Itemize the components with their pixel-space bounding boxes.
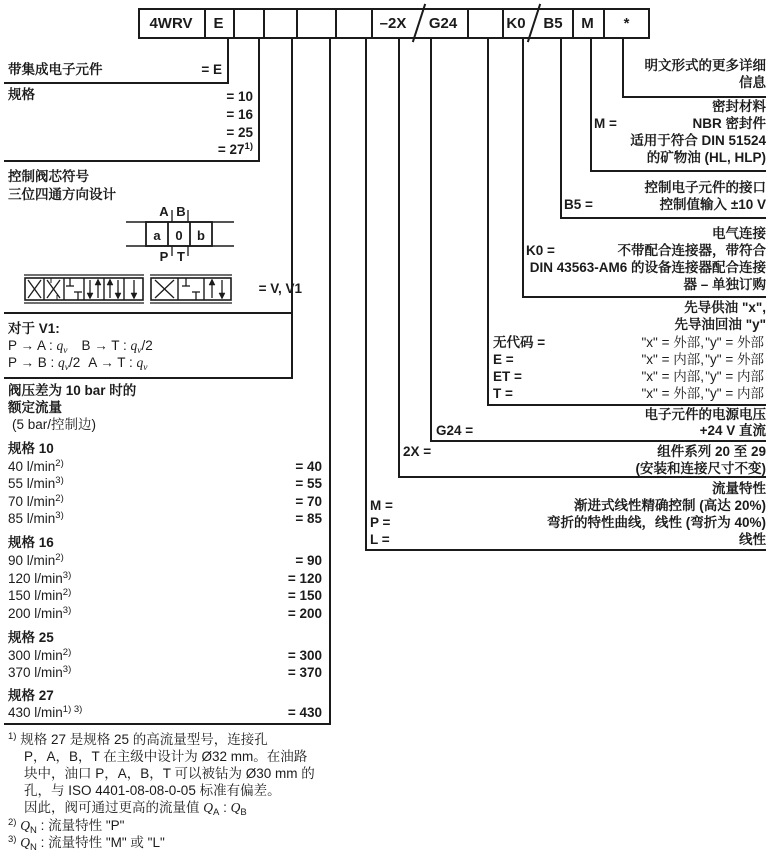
size-value-27: = $27^{1)}$ <box>217 141 253 157</box>
connector-size <box>258 39 260 160</box>
flow-value: = 120 <box>287 571 322 586</box>
spool-port-diagram <box>122 200 238 262</box>
v1-formula-1: P → A : $q_v$ B → T : $q_v/2$ <box>8 338 153 356</box>
footnote-ref: 3) <box>55 510 64 521</box>
interface-code: B5 = <box>564 197 593 212</box>
code-cell-star: * <box>623 15 630 32</box>
electronics-value: = E <box>201 62 222 77</box>
spool-cell-a: a <box>153 228 161 243</box>
footnote-3: $^{3)}$ $Q_N$ : 流量特性 "M" 或 "L" <box>8 834 165 853</box>
code-cell-flow <box>296 8 335 39</box>
code-cell-supply: G24 <box>428 15 458 32</box>
flow-group-16: 规格 16 <box>8 535 54 550</box>
rule-flowchar <box>365 549 766 551</box>
series-desc-1: 组件系列 20 至 29 <box>657 444 766 459</box>
pilot-x-2: "x" = 内部, <box>641 369 704 384</box>
footnote-ref: 3) <box>62 570 72 581</box>
seal-title: 密封材料 <box>712 99 766 114</box>
connector-electronics <box>227 39 229 82</box>
flow-row: 40 $l/\min^{2)}$ <box>8 458 64 474</box>
connector-spool <box>291 39 293 377</box>
footnote-ref: 3) <box>62 664 72 675</box>
star-note-line1: 明文形式的更多详细 <box>644 58 766 73</box>
port-label-t-bottom: T <box>177 249 185 262</box>
port-label-a-top: A <box>159 204 169 219</box>
v1-formula-2: P → B : $q_v/2$ A → T : $q_v$ <box>8 355 148 373</box>
footnote-ref: 2) <box>55 458 64 469</box>
star-note-line2: 信息 <box>739 75 766 90</box>
electrical-code: K0 = <box>526 243 555 258</box>
footnote-1: $^{1)}$ 规格 27 是规格 25 的高流量型号，连接孔 <box>8 731 268 747</box>
seal-desc-3: 的矿物油 (HL, HLP) <box>646 150 766 165</box>
flow-value: = 150 <box>287 588 322 603</box>
flow-value: = 200 <box>287 606 322 621</box>
supply-title: 电子元件的电源电压 <box>644 407 766 422</box>
pilot-y-0: "y" = 外部 <box>705 335 764 350</box>
flow-value: = 55 <box>295 476 322 491</box>
footnote-ref: 3) <box>55 475 64 486</box>
pilot-code-et: ET = <box>493 369 522 384</box>
footnote-ref: 1) 3) <box>62 704 83 715</box>
code-cell-series: –2X <box>379 15 407 32</box>
flowchar-title: 流量特性 <box>712 481 766 496</box>
v1-title: 对于 V1: <box>8 321 60 336</box>
spool-cell-b: b <box>197 228 205 243</box>
flow-value: = 90 <box>295 553 322 568</box>
flow-group-25: 规格 25 <box>8 630 54 645</box>
flow-value: = 70 <box>295 494 322 509</box>
electrical-desc-1: 不带配合连接器，带符合 <box>617 243 766 258</box>
footnote-1-line: 因此，阀可通过更高的流量值 $Q_A$ : $Q_B$ <box>24 800 247 818</box>
pilot-code-e: E = <box>493 352 514 367</box>
connector-flowchar <box>365 39 367 549</box>
port-label-b-top: B <box>176 204 186 219</box>
code-cell-connector: K0 <box>506 15 526 32</box>
footnote-ref: 3) <box>62 605 72 616</box>
flow-value: = 85 <box>295 511 322 526</box>
pilot-title-1: 先导供油 "x", <box>684 300 766 315</box>
series-code: 2X = <box>403 444 432 459</box>
pilot-code-none: 无代码 = <box>493 335 546 350</box>
flow-head-1: 阀压差为 10 bar 时的 <box>8 383 137 398</box>
pilot-y-2: "y" = 内部 <box>705 369 764 384</box>
flow-value: = 300 <box>287 648 322 663</box>
rule-electronics <box>4 82 229 84</box>
flow-head-2: 额定流量 <box>8 400 62 415</box>
flow-row: 200 $l/\min^{3)}$ <box>8 605 72 621</box>
supply-desc: +24 V 直流 <box>699 423 766 438</box>
flowchar-code-m: M = <box>370 498 393 513</box>
footnote-1-line: 块中，油口 P，A，B，T 可以被钻为 Ø30 mm 的 <box>24 766 315 781</box>
rule-spool-mid <box>4 312 293 314</box>
flowchar-desc-p: 弯折的特性曲线，线性 (弯折为 40%) <box>546 515 766 530</box>
code-cell-spool <box>263 8 296 39</box>
connector-pilot <box>487 39 489 404</box>
pilot-code-t: T = <box>493 386 513 401</box>
code-cell-interface: B5 <box>543 15 563 32</box>
spool-title-1: 控制阀芯符号 <box>8 169 89 184</box>
flow-row: 370 $l/\min^{3)}$ <box>8 664 72 680</box>
size-value-16: = 16 <box>226 107 253 122</box>
flowchar-code-l: L = <box>370 532 390 547</box>
footnote-2: $^{2)}$ $Q_N$ : 流量特性 "P" <box>8 817 125 836</box>
flow-group-27: 规格 27 <box>8 688 54 703</box>
pilot-y-1: "y" = 外部 <box>705 352 764 367</box>
flow-value: = 430 <box>287 705 322 720</box>
code-cell-size <box>233 8 263 39</box>
flow-row: 430 $l/\min^{1) 3)}$ <box>8 704 83 720</box>
pilot-title-2: 先导油回油 "y" <box>674 317 766 332</box>
size-value-10: = 10 <box>226 89 253 104</box>
footnote-ref: 2) <box>62 587 72 598</box>
footnote-1-line: P，A，B，T 在主级中设计为 Ø32 mm。在油路 <box>24 749 308 764</box>
interface-desc: 控制值输入 ±10 V <box>659 197 766 212</box>
series-desc-2: (安装和连接尺寸不变) <box>635 461 766 476</box>
electronics-label: 带集成电子元件 <box>8 62 103 77</box>
size-label: 规格 <box>8 87 35 102</box>
flow-row: 300 $l/\min^{2)}$ <box>8 647 72 663</box>
spool-symbol-b <box>150 272 232 306</box>
flow-row: 120 $l/\min^{3)}$ <box>8 570 72 586</box>
footnote-ref: 2) <box>55 552 64 563</box>
footnote-ref: 2) <box>55 493 64 504</box>
seal-code: M = <box>594 116 617 131</box>
port-label-p-bottom: P <box>159 249 169 262</box>
flowchar-desc-l: 线性 <box>739 532 766 547</box>
connector-flow <box>329 39 331 723</box>
code-cell-flowchar <box>335 8 371 39</box>
code-cell-seal: M <box>581 15 594 32</box>
rule-interface <box>560 217 766 219</box>
spool-symbol-a <box>24 272 144 306</box>
pilot-y-3: "y" = 内部 <box>705 386 764 401</box>
spool-value: = V, V1 <box>258 281 302 296</box>
pilot-x-1: "x" = 内部, <box>641 352 704 367</box>
code-cell-basetype: 4WRV <box>149 15 193 32</box>
flow-group-10: 规格 10 <box>8 441 54 456</box>
electrical-title: 电气连接 <box>712 226 766 241</box>
flow-row: 55 $l/\min^{3)}$ <box>8 475 64 491</box>
rule-size <box>4 160 260 162</box>
seal-desc-1: NBR 密封件 <box>692 116 766 131</box>
code-cell-electronics: E <box>213 15 224 32</box>
flow-head-3: (5 bar/控制边) <box>12 417 97 432</box>
flow-row: 85 $l/\min^{3)}$ <box>8 510 64 526</box>
connector-series <box>398 39 400 476</box>
seal-desc-2: 适用于符合 DIN 51524 <box>630 133 766 148</box>
supply-code: G24 = <box>436 423 474 438</box>
rule-electrical <box>522 296 766 298</box>
connector-supply <box>430 39 432 440</box>
interface-title: 控制电子元件的接口 <box>644 180 766 195</box>
footnote-1-line: 孔，与 ISO 4401-08-08-0-05 标准有偏差。 <box>24 783 281 798</box>
spool-title-2: 三位四通方向设计 <box>8 187 116 202</box>
pilot-x-3: "x" = 外部, <box>641 386 704 401</box>
flow-row: 70 $l/\min^{2)}$ <box>8 493 64 509</box>
electrical-desc-2: DIN 43563-AM6 的设备连接器配合连接 <box>529 260 766 275</box>
connector-electrical <box>522 39 524 296</box>
electrical-desc-3: 器 – 单独订购 <box>683 277 766 292</box>
rule-seal <box>590 170 766 172</box>
footnote-ref: 1) <box>244 141 253 152</box>
flowchar-desc-m: 渐进式线性精确控制 (高达 20%) <box>573 498 766 513</box>
flowchar-code-p: P = <box>370 515 391 530</box>
pilot-x-0: "x" = 外部, <box>641 335 704 350</box>
flow-row: 90 $l/\min^{2)}$ <box>8 552 64 568</box>
spool-cell-0: 0 <box>175 228 183 243</box>
size-value-25: = 25 <box>226 125 253 140</box>
rule-spool <box>4 377 293 379</box>
rule-flow <box>4 723 331 725</box>
code-cell-pilot <box>467 8 502 39</box>
flow-value: = 40 <box>295 459 322 474</box>
flow-row: 150 $l/\min^{2)}$ <box>8 587 72 603</box>
rule-supply <box>430 440 766 442</box>
flow-value: = 370 <box>287 665 322 680</box>
footnote-ref: 2) <box>62 647 72 658</box>
